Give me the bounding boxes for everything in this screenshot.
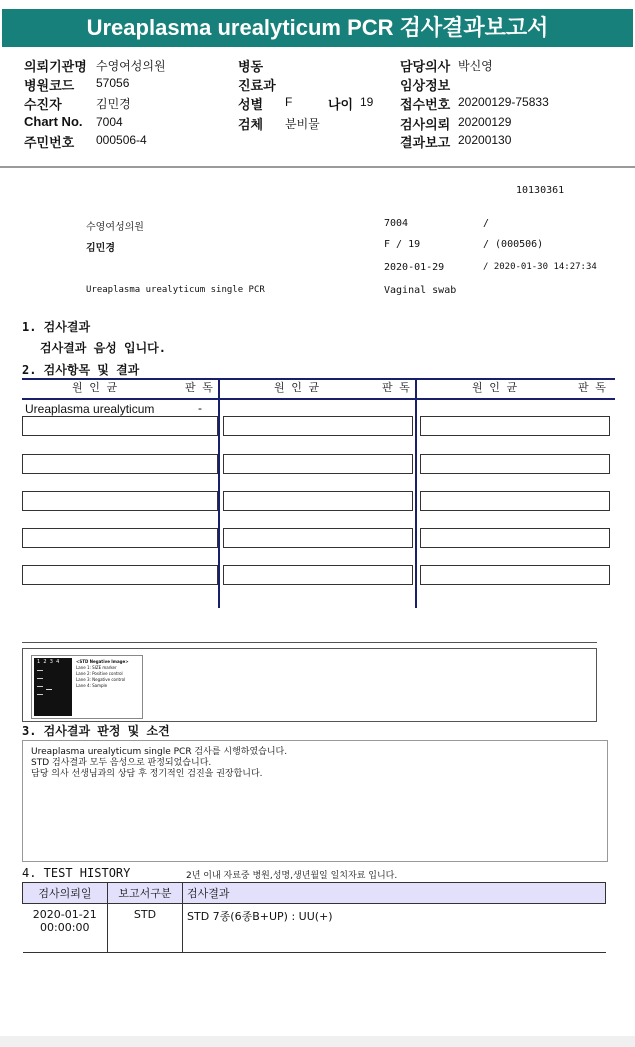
gel-image [31, 655, 143, 719]
hospital-value: 수영여성의원 [96, 59, 166, 73]
report-chart-no: 7004 [384, 218, 409, 229]
page-bottom [0, 1036, 635, 1047]
report-slash: / [483, 218, 490, 229]
result-field [223, 491, 413, 511]
age-label: 나이 [328, 97, 354, 112]
gel-photo [34, 658, 72, 716]
specimen-value: 분비물 [285, 117, 320, 131]
request-date-value: 20200129 [458, 115, 512, 129]
result-field [223, 416, 413, 436]
history-type: STD [108, 904, 183, 953]
report-date-label: 결과보고 [400, 135, 451, 150]
history-date: 2020-01-21 [32, 908, 97, 921]
clinical-label: 임상정보 [400, 78, 451, 93]
result-field [223, 454, 413, 474]
age-value: 19 [360, 95, 374, 109]
report-title: Ureaplasma urealyticum PCR 검사결과보고서 [2, 9, 633, 47]
history-col-result: 검사결과 [183, 883, 606, 904]
result-field [420, 528, 610, 548]
col-pathogen-3: 원 인 균 [472, 381, 518, 394]
gel-image-frame [22, 648, 597, 722]
result-field [22, 454, 218, 474]
document-number: 10130361 [516, 185, 565, 196]
history-col-type: 보고서구분 [108, 883, 183, 904]
chart-label: Chart No. [24, 114, 83, 129]
opinion-line: STD 검사결과 모두 음성으로 판정되었습니다. [31, 758, 212, 768]
rrn-label: 주민번호 [24, 135, 75, 150]
row1-pathogen: Ureaplasma urealyticum [25, 402, 155, 416]
section2-title: 2. 검사항목 및 결과 [22, 363, 140, 377]
doctor-value: 박신영 [458, 59, 493, 73]
report-rrn-short: / (000506) [483, 239, 544, 250]
code-value: 57056 [96, 76, 130, 90]
receipt-label: 접수번호 [400, 97, 451, 112]
report-specimen: Vaginal swab [384, 285, 457, 296]
history-result: STD 7종(6종B+UP) : UU(+) [183, 904, 606, 953]
rrn-value: 000506-4 [96, 133, 147, 147]
receipt-value: 20200129-75833 [458, 95, 549, 109]
report-hospital: 수영여성의원 [86, 222, 144, 233]
lane-labels: 1 2 3 4 [37, 659, 60, 665]
gel-legend-line: Lane 2: Positive control [76, 671, 123, 676]
sex-value: F [285, 95, 293, 109]
history-table [22, 882, 606, 953]
result-field [22, 416, 218, 436]
code-label: 병원코드 [24, 78, 75, 93]
specimen-label: 검체 [238, 117, 264, 132]
col-judgement-1: 판 독 [185, 381, 213, 394]
report-date-value: 20200130 [458, 133, 512, 147]
hospital-label: 의뢰기관명 [24, 59, 87, 74]
gel-legend-line: Lane 3: Negative control [76, 677, 126, 682]
opinion-box [22, 740, 608, 862]
dept-label: 진료과 [238, 78, 276, 93]
request-date-label: 검사의뢰 [400, 117, 451, 132]
patient-value: 김민경 [96, 97, 131, 111]
result-field [420, 565, 610, 585]
gel-legend-title: <STD Negative Image> [76, 659, 129, 664]
result-field [223, 565, 413, 585]
table-row [23, 904, 606, 953]
divider-line [22, 642, 597, 643]
history-date-cell [23, 904, 108, 953]
history-time: 00:00:00 [40, 921, 90, 934]
doctor-label: 담당의사 [400, 59, 451, 74]
title-bar [0, 0, 635, 48]
col-pathogen-2: 원 인 균 [274, 381, 320, 394]
result-field [22, 565, 218, 585]
result-field [22, 491, 218, 511]
result-field [420, 454, 610, 474]
opinion-line: 담당 의사 선생님과의 상담 후 정기적인 검진을 권장합니다. [31, 769, 263, 779]
section3-title: 3. 검사결과 판정 및 소견 [22, 724, 170, 738]
gel-legend-line: Lane 4: Sample [76, 683, 108, 688]
history-col-date: 검사의뢰일 [23, 883, 108, 904]
opinion-line: Ureaplasma urealyticum single PCR 검사를 시행하였습니다. [31, 747, 288, 757]
section4-title: 4. TEST HISTORY [22, 866, 131, 880]
chart-value: 7004 [96, 115, 123, 129]
report-request-date: 2020-01-29 [384, 262, 445, 273]
result-field [22, 528, 218, 548]
section1-result: 검사결과 음성 입니다. [40, 341, 167, 355]
report-header [0, 52, 635, 168]
result-field [223, 528, 413, 548]
row1-result: - [198, 401, 202, 415]
grid-divider-2 [415, 378, 417, 608]
result-grid-header [22, 378, 615, 400]
report-report-datetime: / 2020-01-30 14:27:34 [483, 262, 597, 272]
col-judgement-2: 판 독 [382, 381, 410, 394]
report-patient: 김민경 [86, 243, 115, 254]
report-sex-age: F / 19 [384, 239, 421, 250]
gel-legend-line: Lane 1: SIZE marker [76, 665, 117, 670]
sex-label: 성별 [238, 97, 264, 112]
patient-label: 수진자 [24, 97, 62, 112]
grid-divider-1 [218, 378, 220, 608]
section1-title: 1. 검사결과 [22, 320, 91, 334]
gel-legend [76, 659, 129, 689]
result-field [420, 491, 610, 511]
history-note: 2년 이내 자료중 병원,성명,생년월일 일치자료 입니다. [186, 871, 398, 881]
col-pathogen-1: 원 인 균 [72, 381, 118, 394]
result-field [420, 416, 610, 436]
col-judgement-3: 판 독 [578, 381, 606, 394]
ward-label: 병동 [238, 59, 264, 74]
report-test-name: Ureaplasma urealyticum single PCR [86, 285, 265, 295]
